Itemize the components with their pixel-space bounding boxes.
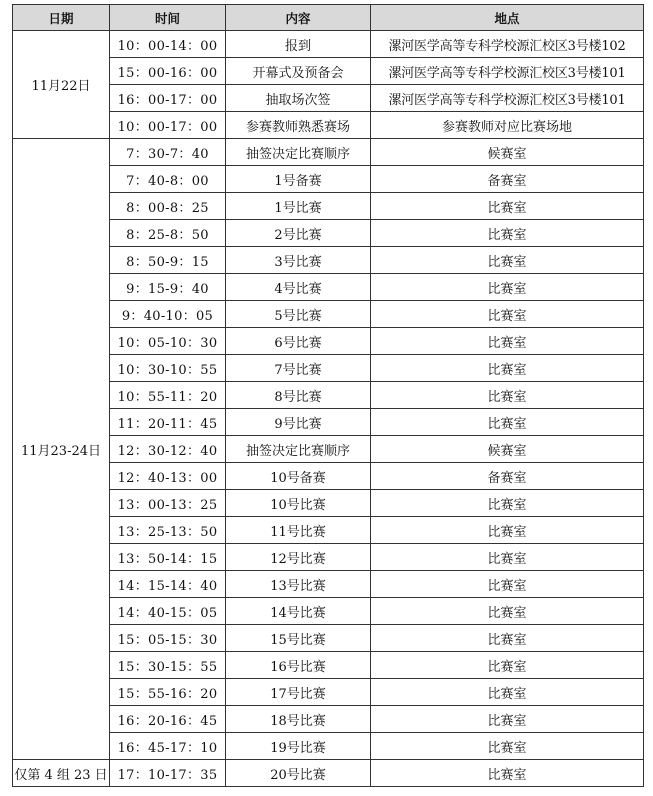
content-cell: 开幕式及预备会 xyxy=(226,58,371,85)
time-cell: 13：50-14：15 xyxy=(110,544,226,571)
time-cell: 8：00-8：25 xyxy=(110,193,226,220)
content-cell: 19号比赛 xyxy=(226,733,371,760)
content-cell: 10号备赛 xyxy=(226,463,371,490)
header-location: 地点 xyxy=(371,5,644,31)
content-cell: 17号比赛 xyxy=(226,679,371,706)
time-cell: 15：55-16：20 xyxy=(110,679,226,706)
location-cell: 备赛室 xyxy=(371,166,644,193)
date-cell: 11月23-24日 xyxy=(13,139,110,760)
location-cell: 参赛教师对应比赛场地 xyxy=(371,112,644,139)
content-cell: 15号比赛 xyxy=(226,625,371,652)
content-cell: 12号比赛 xyxy=(226,544,371,571)
location-cell: 比赛室 xyxy=(371,679,644,706)
time-cell: 10：00-14：00 xyxy=(110,31,226,58)
time-cell: 10：55-11：20 xyxy=(110,382,226,409)
content-cell: 抽签决定比赛顺序 xyxy=(226,139,371,166)
header-row xyxy=(13,5,644,31)
table-row xyxy=(13,760,644,787)
location-cell: 漯河医学高等专科学校源汇校区3号楼102 xyxy=(371,31,644,58)
content-cell: 16号比赛 xyxy=(226,652,371,679)
location-cell: 比赛室 xyxy=(371,652,644,679)
location-cell: 比赛室 xyxy=(371,409,644,436)
content-cell: 20号比赛 xyxy=(226,760,371,787)
time-cell: 10：30-10：55 xyxy=(110,355,226,382)
time-cell: 10：05-10：30 xyxy=(110,328,226,355)
time-cell: 14：40-15：05 xyxy=(110,598,226,625)
time-cell: 15：00-16：00 xyxy=(110,58,226,85)
time-cell: 15：05-15：30 xyxy=(110,625,226,652)
location-cell: 比赛室 xyxy=(371,517,644,544)
content-cell: 8号比赛 xyxy=(226,382,371,409)
location-cell: 漯河医学高等专科学校源汇校区3号楼101 xyxy=(371,58,644,85)
time-cell: 16：20-16：45 xyxy=(110,706,226,733)
location-cell: 比赛室 xyxy=(371,625,644,652)
content-cell: 13号比赛 xyxy=(226,571,371,598)
time-cell: 9：15-9：40 xyxy=(110,274,226,301)
table-body xyxy=(13,31,644,787)
content-cell: 7号比赛 xyxy=(226,355,371,382)
content-cell: 3号比赛 xyxy=(226,247,371,274)
time-cell: 15：30-15：55 xyxy=(110,652,226,679)
location-cell: 比赛室 xyxy=(371,274,644,301)
time-cell: 12：40-13：00 xyxy=(110,463,226,490)
header-time: 时间 xyxy=(110,5,226,31)
content-cell: 5号比赛 xyxy=(226,301,371,328)
content-cell: 1号比赛 xyxy=(226,193,371,220)
location-cell: 比赛室 xyxy=(371,760,644,787)
content-cell: 10号比赛 xyxy=(226,490,371,517)
time-cell: 8：50-9：15 xyxy=(110,247,226,274)
content-cell: 抽取场次签 xyxy=(226,85,371,112)
location-cell: 比赛室 xyxy=(371,571,644,598)
time-cell: 9：40-10：05 xyxy=(110,301,226,328)
content-cell: 报到 xyxy=(226,31,371,58)
location-cell: 候赛室 xyxy=(371,436,644,463)
content-cell: 18号比赛 xyxy=(226,706,371,733)
table-row xyxy=(13,139,644,166)
content-cell: 4号比赛 xyxy=(226,274,371,301)
time-cell: 12：30-12：40 xyxy=(110,436,226,463)
location-cell: 比赛室 xyxy=(371,193,644,220)
time-cell: 13：00-13：25 xyxy=(110,490,226,517)
location-cell: 比赛室 xyxy=(371,328,644,355)
schedule-table xyxy=(12,4,644,787)
location-cell: 比赛室 xyxy=(371,382,644,409)
time-cell: 17：10-17：35 xyxy=(110,760,226,787)
time-cell: 16：45-17：10 xyxy=(110,733,226,760)
header-date: 日期 xyxy=(13,5,110,31)
header-content: 内容 xyxy=(226,5,371,31)
time-cell: 7：30-7：40 xyxy=(110,139,226,166)
content-cell: 抽签决定比赛顺序 xyxy=(226,436,371,463)
content-cell: 6号比赛 xyxy=(226,328,371,355)
table-header xyxy=(13,5,644,31)
time-cell: 13：25-13：50 xyxy=(110,517,226,544)
time-cell: 14：15-14：40 xyxy=(110,571,226,598)
location-cell: 比赛室 xyxy=(371,220,644,247)
location-cell: 比赛室 xyxy=(371,544,644,571)
date-cell: 11月22日 xyxy=(13,31,110,139)
location-cell: 比赛室 xyxy=(371,490,644,517)
location-cell: 比赛室 xyxy=(371,706,644,733)
date-cell: 仅第 4 组 23 日 xyxy=(13,760,110,787)
location-cell: 备赛室 xyxy=(371,463,644,490)
location-cell: 比赛室 xyxy=(371,301,644,328)
content-cell: 9号比赛 xyxy=(226,409,371,436)
content-cell: 2号比赛 xyxy=(226,220,371,247)
location-cell: 比赛室 xyxy=(371,247,644,274)
content-cell: 1号备赛 xyxy=(226,166,371,193)
content-cell: 14号比赛 xyxy=(226,598,371,625)
time-cell: 16：00-17：00 xyxy=(110,85,226,112)
location-cell: 比赛室 xyxy=(371,733,644,760)
location-cell: 比赛室 xyxy=(371,598,644,625)
table-row xyxy=(13,31,644,58)
time-cell: 10：00-17：00 xyxy=(110,112,226,139)
location-cell: 漯河医学高等专科学校源汇校区3号楼101 xyxy=(371,85,644,112)
content-cell: 11号比赛 xyxy=(226,517,371,544)
time-cell: 7：40-8：00 xyxy=(110,166,226,193)
location-cell: 候赛室 xyxy=(371,139,644,166)
content-cell: 参赛教师熟悉赛场 xyxy=(226,112,371,139)
time-cell: 8：25-8：50 xyxy=(110,220,226,247)
location-cell: 比赛室 xyxy=(371,355,644,382)
time-cell: 11：20-11：45 xyxy=(110,409,226,436)
